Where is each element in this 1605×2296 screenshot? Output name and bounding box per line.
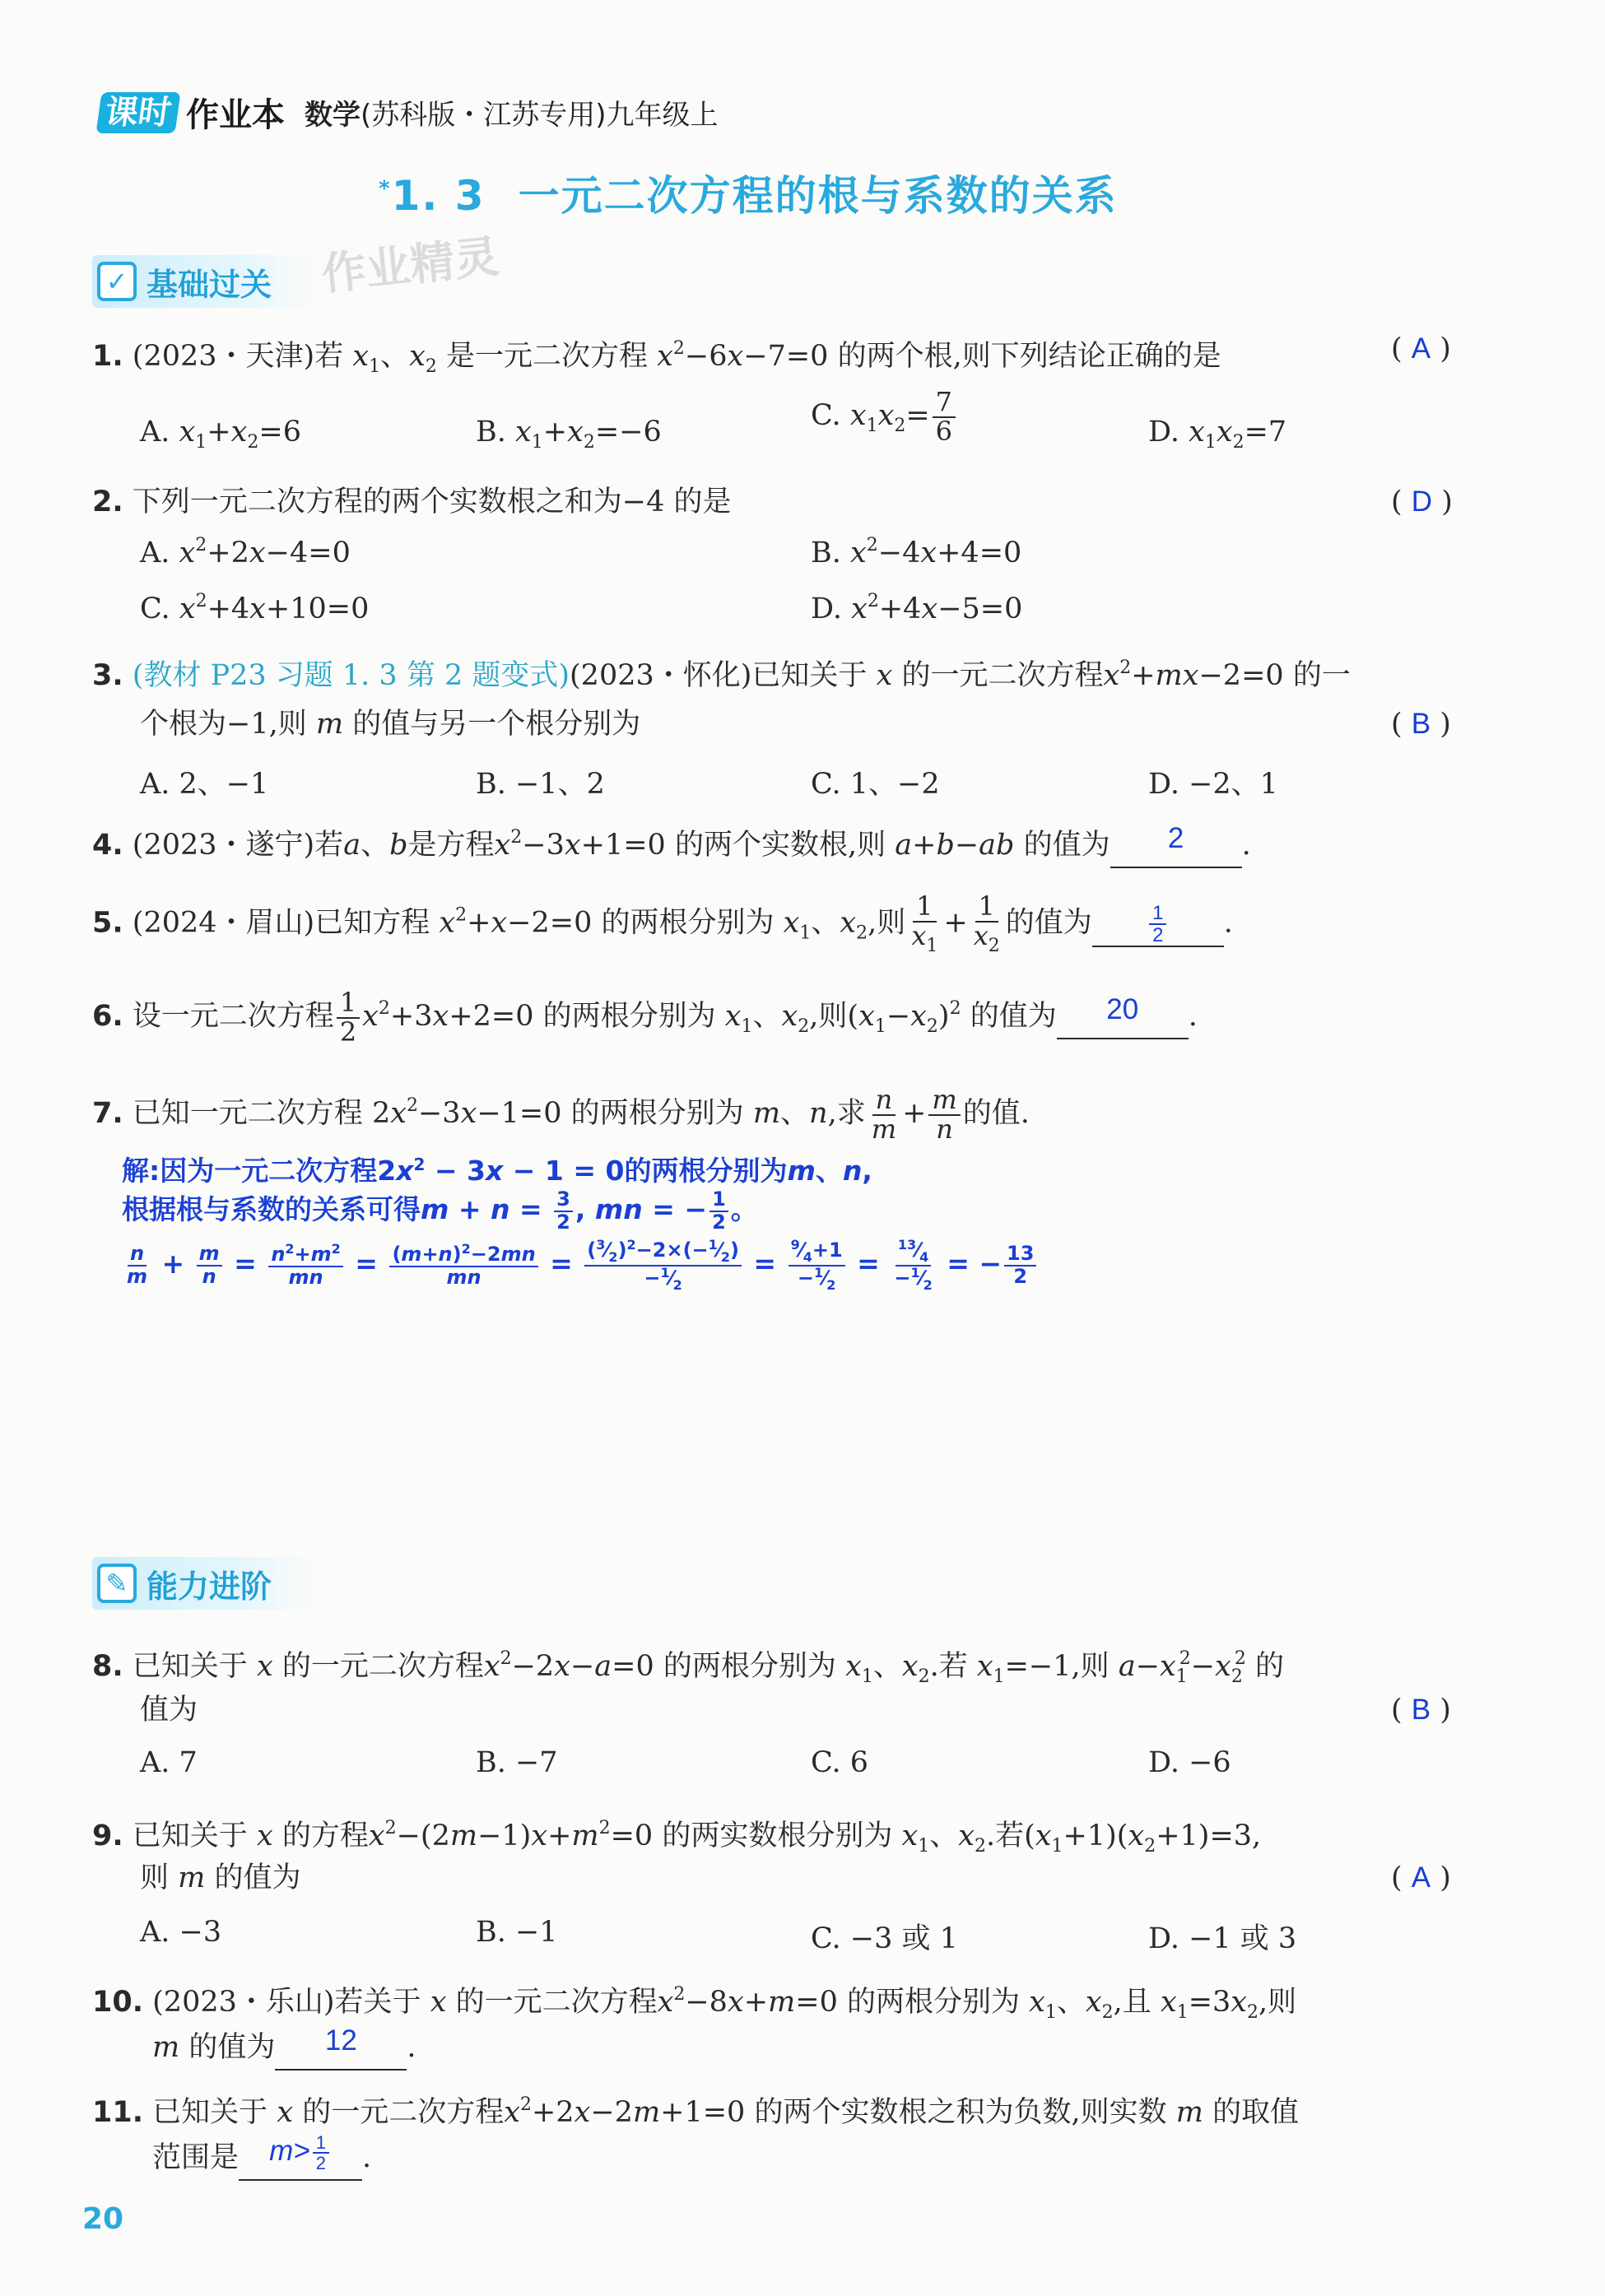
q9-answer-slot[interactable]: ( A ) (1391, 1861, 1451, 1894)
question-9: 9. 已知关于 x 的方程$x^2-(2m-1)x+m^2=0$ 的两实数根分别为 $x_1$、$x_2$.若$(x_1+1)(x_2+1)=3$, (92, 1818, 1262, 1857)
question-10: 10. (2023・乐山)若关于 x 的一元二次方程$x^2-8x+m=0$ 的两根分别为 $x_1$、$x_2$,且 $x_1=3x_2$,则 (92, 1984, 1297, 2023)
q7-solution-line2: 根据根与系数的关系可得m + n = $\frac{3}{2}$ , mn = − $\frac{1}{2}$ 。 (122, 1188, 758, 1234)
book-info: 数学(苏科版・江苏专用)九年级上 (305, 99, 719, 132)
q9-option-a[interactable]: A. −3 (140, 1916, 222, 1949)
part-badge-advanced (92, 1557, 314, 1610)
part-label: 基础过关 (147, 266, 272, 303)
q8-option-c[interactable]: C. 6 (811, 1746, 869, 1779)
question-11: 11. 已知关于 x 的一元二次方程$x^2+2x-2m+1=0$ 的两个实数根之积为负数,则实数 m 的取值 (92, 2094, 1300, 2129)
watermark: 作业精灵 (319, 230, 502, 301)
section-title: *1. 3 一元二次方程的根与系数的关系 (379, 172, 1118, 220)
q10-blank[interactable]: 12 (275, 2026, 407, 2071)
question-8: 8. 已知关于 x 的一元二次方程$x^2-2x-a=0$ 的两根分别为 $x_1$、$x_2$.若 $x_1=-1$,则 $a-x_1^2-x_2^2$ 的 (92, 1648, 1284, 1687)
q1-option-a[interactable]: A. $x_1+x_2=6$ (140, 416, 301, 453)
q8-answer-slot[interactable]: ( B ) (1391, 1694, 1451, 1727)
brand-logo: 课时 (95, 92, 180, 133)
q8-option-d[interactable]: D. −6 (1148, 1746, 1231, 1779)
brand-name: 作业本 (186, 96, 285, 134)
q2-option-a[interactable]: A. $x^2+2x-4=0$ (140, 535, 351, 569)
q3-option-b[interactable]: B. −1、2 (476, 768, 605, 801)
q8-option-b[interactable]: B. −7 (476, 1746, 558, 1779)
q8-option-a[interactable]: A. 7 (140, 1746, 198, 1779)
q3-option-c[interactable]: C. 1、−2 (811, 768, 940, 801)
q9-option-b[interactable]: B. −1 (476, 1916, 558, 1949)
question-2: 2. 下列一元二次方程的两个实数根之和为−4 的是 (92, 486, 732, 518)
q1-option-c[interactable]: C. $x_1x_2=$ $\frac{7}{6}$ (811, 388, 958, 451)
q5-blank[interactable]: $\frac{1}{2}$ (1092, 901, 1224, 947)
question-10-line2: m 的值为 12 . (152, 2026, 416, 2071)
question-4: 4. (2023・遂宁)若a、b是方程$x^2-3x+1=0$ 的两个实数根,则 a+b−ab 的值为 2 . (92, 816, 1251, 868)
part-label: 能力进阶 (147, 1568, 272, 1605)
textbook-source: (教材 P23 习题 1. 3 第 2 题变式) (132, 659, 570, 692)
q3-option-a[interactable]: A. 2、−1 (140, 768, 269, 801)
q1-answer-slot[interactable]: ( A ) (1391, 332, 1451, 365)
question-3: 3. (教材 P23 习题 1. 3 第 2 题变式)(2023・怀化)已知关于 x 的一元二次方程$x^2+mx-2=0$ 的一 (92, 658, 1351, 692)
question-11-line2: 范围是 m> $\frac{1}{2}$ . (152, 2136, 371, 2181)
pencil-icon: ✎ (97, 1564, 137, 1603)
q9-option-d[interactable]: D. −1 或 3 (1148, 1922, 1297, 1955)
page-number: 20 (82, 2202, 124, 2236)
q1-option-d[interactable]: D. $x_1x_2=7$ (1148, 416, 1287, 453)
q7-solution-line3: $\frac{n}{m}$ + $\frac{m}{n}$ = $\frac{n^2+m^2}{mn}$ = $\frac{(m+n)^2-2mn}{mn}$ = $\frac{(^3⁄_2)^2-2\times(-^1⁄_2)}{-^1⁄_2}$ = $\frac{^9⁄_4+1}{-^1⁄_2}$ = $\frac{^{13}⁄_4}{-^1⁄_2}$ = − $\frac{13}{2}$ (122, 1239, 1039, 1292)
question-3-line2: 个根为−1,则 m 的值与另一个根分别为 (140, 708, 641, 741)
q9-option-c[interactable]: C. −3 或 1 (811, 1922, 958, 1955)
question-7: 7. 已知一元二次方程 $2x^2-3x-1=0$ 的两根分别为 m、n,求 $\frac{n}{m}$ + $\frac{m}{n}$ 的值. (92, 1083, 1030, 1145)
q1-option-b[interactable]: B. $x_1+x_2=-6$ (476, 416, 662, 453)
part-badge-basic (92, 255, 314, 308)
q2-option-b[interactable]: B. $x^2-4x+4=0$ (811, 535, 1022, 569)
q6-blank[interactable]: 20 (1057, 995, 1189, 1039)
question-8-line2: 值为 (140, 1694, 198, 1727)
question-9-line2: 则 m 的值为 (140, 1861, 301, 1894)
q2-answer-slot[interactable]: ( D ) (1391, 486, 1453, 518)
book-header (99, 89, 719, 136)
question-5: 5. (2024・眉山)已知方程 $x^2+x-2=0$ 的两根分别为 $x_1$、$x_2$,则 $\frac{1}{x_1}$ + $\frac{1}{x_2}$ 的值为 $\frac{1}{2}$ . (92, 890, 1233, 956)
q2-option-d[interactable]: D. $x^2+4x-5=0$ (811, 591, 1023, 625)
q3-answer-slot[interactable]: ( B ) (1391, 708, 1451, 741)
q7-solution-line1: 解:因为一元二次方程$2x^2 - 3x - 1 = 0$的两根分别为m、n, (122, 1155, 872, 1187)
checkbox-icon: ✓ (97, 262, 137, 301)
q4-blank[interactable]: 2 (1110, 824, 1242, 868)
question-1: 1. (2023・天津)若 $x_1$、$x_2$ 是一元二次方程 $x^2-6x-7=0$ 的两个根,则下列结论正确的是 (92, 338, 1221, 377)
question-6: 6. 设一元二次方程 $\frac{1}{2}$ $x^2+3x+2=0$ 的两根分别为 $x_1$、$x_2$,则$(x_1-x_2)^2$ 的值为 20 . (92, 986, 1198, 1048)
q3-option-d[interactable]: D. −2、1 (1148, 768, 1278, 801)
q11-blank[interactable]: m> $\frac{1}{2}$ (239, 2136, 362, 2181)
q2-option-c[interactable]: C. $x^2+4x+10=0$ (140, 591, 370, 625)
